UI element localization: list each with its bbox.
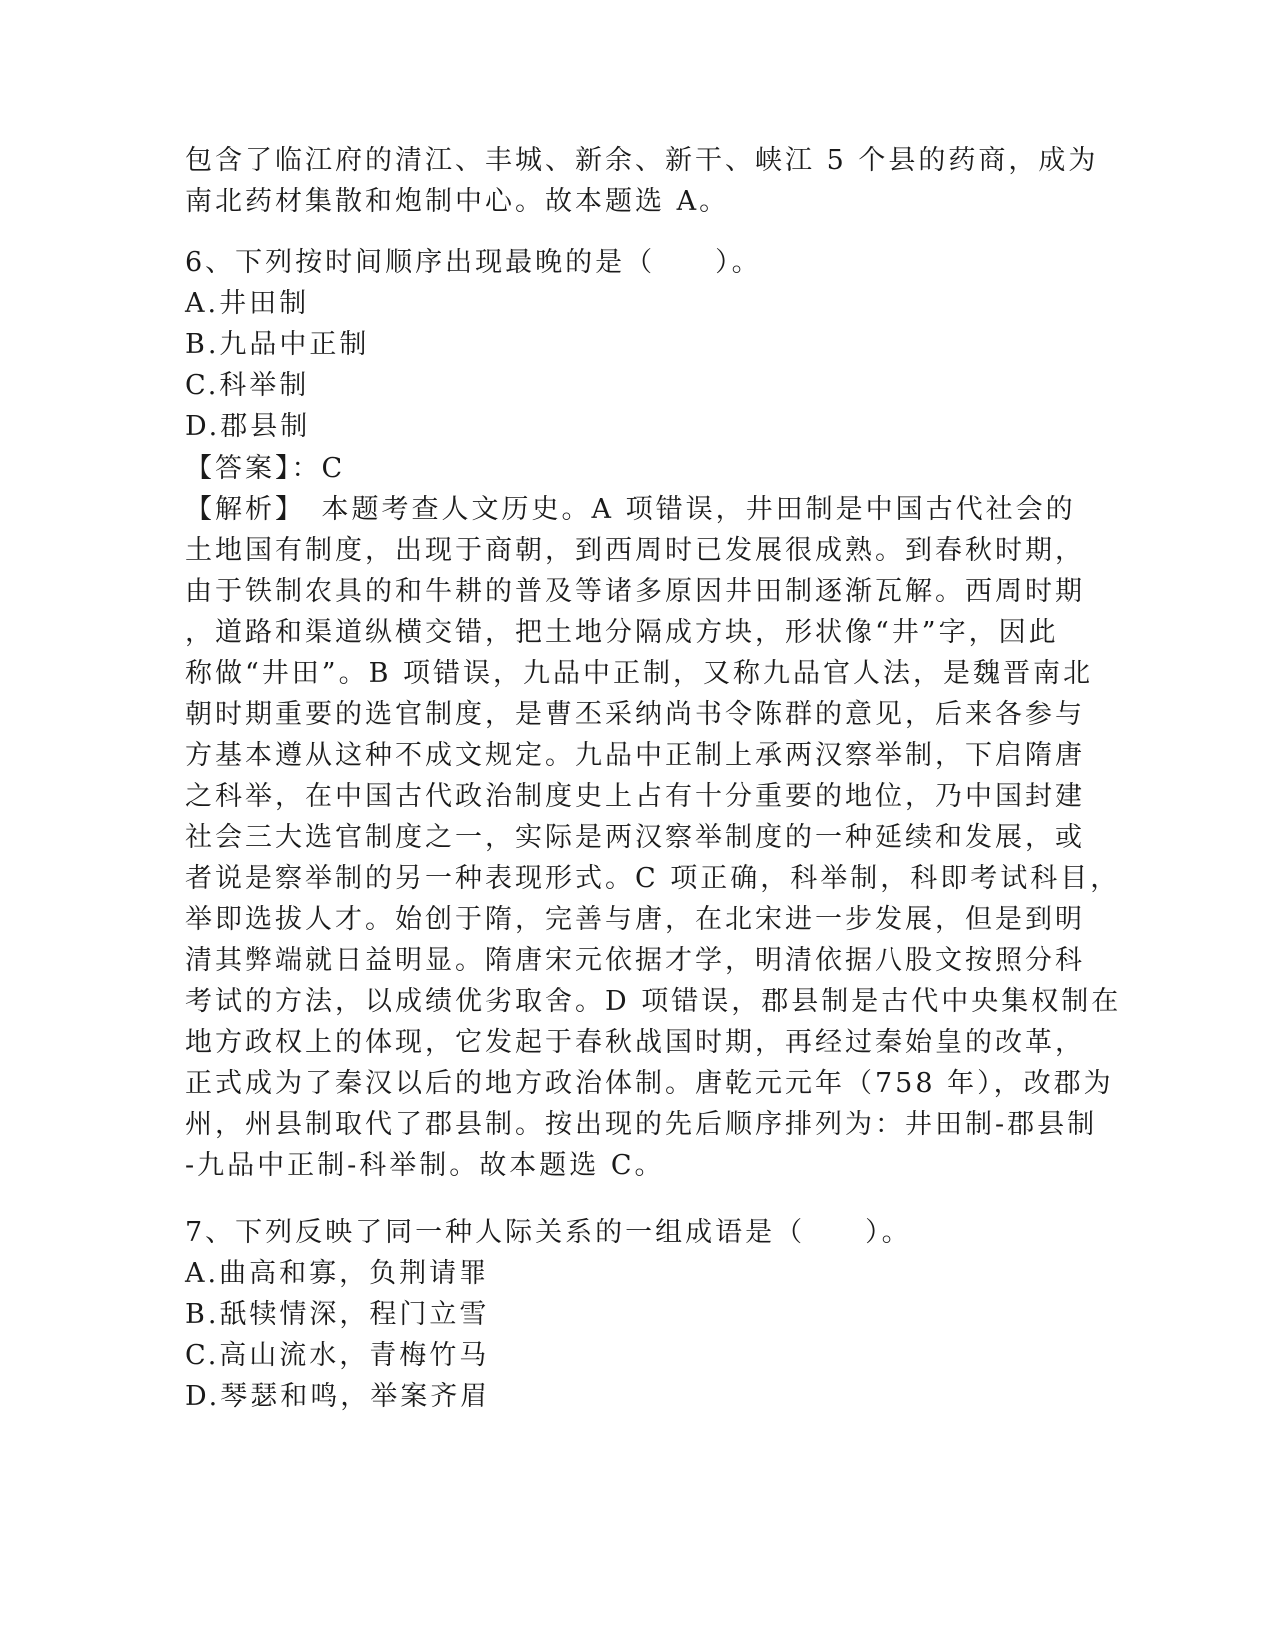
q6-analysis-line: 州，州县制取代了郡县制。按出现的先后顺序排列为：井田制-郡县制 — [185, 1109, 1098, 1140]
q6-analysis-line: 称做“井田”。B 项错误，九品中正制，又称九品官人法，是魏晋南北 — [185, 658, 1094, 689]
continuation-line: 南北药材集散和炮制中心。故本题选 A。 — [185, 186, 730, 217]
q6-option-b: B.九品中正制 — [185, 329, 370, 360]
q6-analysis-line: 社会三大选官制度之一，实际是两汉察举制度的一种延续和发展，或 — [185, 822, 1085, 853]
q7-option-c: C.高山流水，青梅竹马 — [185, 1340, 490, 1371]
q6-analysis-line: 者说是察举制的另一种表现形式。C 项正确，科举制，科即考试科目， — [185, 863, 1121, 894]
question-7-stem: 7、下列反映了同一种人际关系的一组成语是（ ）。 — [185, 1217, 912, 1248]
q6-option-c: C.科举制 — [185, 370, 310, 401]
q7-option-b: B.舐犊情深，程门立雪 — [185, 1299, 490, 1330]
q6-analysis-line: 朝时期重要的选官制度，是曹丕采纳尚书令陈群的意见，后来各参与 — [185, 699, 1085, 730]
q6-analysis-line: 【解析】 本题考查人文历史。A 项错误，井田制是中国古代社会的 — [185, 494, 1076, 525]
q6-analysis-line: 考试的方法，以成绩优劣取舍。D 项错误，郡县制是古代中央集权制在 — [185, 986, 1122, 1017]
q6-analysis-line: 土地国有制度，出现于商朝，到西周时已发展很成熟。到春秋时期， — [185, 535, 1085, 566]
q6-analysis-line: 地方政权上的体现，它发起于春秋战国时期，再经过秦始皇的改革， — [185, 1027, 1085, 1058]
q6-analysis-line: 由于铁制农具的和牛耕的普及等诸多原因井田制逐渐瓦解。西周时期 — [185, 576, 1085, 607]
q6-analysis-line: 方基本遵从这种不成文规定。九品中正制上承两汉察举制，下启隋唐 — [185, 740, 1085, 771]
q6-option-d: D.郡县制 — [185, 411, 311, 442]
q6-analysis-line: -九品中正制-科举制。故本题选 C。 — [185, 1150, 665, 1181]
continuation-line: 包含了临江府的清江、丰城、新余、新干、峡江 5 个县的药商，成为 — [185, 145, 1099, 176]
q6-answer: 【答案】：C — [185, 453, 346, 484]
q6-analysis-line: 举即选拔人才。始创于隋，完善与唐，在北宋进一步发展，但是到明 — [185, 904, 1085, 935]
q6-analysis-line: ，道路和渠道纵横交错，把土地分隔成方块，形状像“井”字，因此 — [185, 617, 1059, 648]
q6-option-a: A.井田制 — [185, 288, 310, 319]
question-6-stem: 6、下列按时间顺序出现最晚的是（ ）。 — [185, 247, 762, 278]
q7-option-a: A.曲高和寡，负荆请罪 — [185, 1258, 490, 1289]
q6-analysis-line: 清其弊端就日益明显。隋唐宋元依据才学，明清依据八股文按照分科 — [185, 945, 1085, 976]
q7-option-d: D.琴瑟和鸣，举案齐眉 — [185, 1381, 491, 1412]
q6-analysis-line: 正式成为了秦汉以后的地方政治体制。唐乾元元年（758 年），改郡为 — [185, 1068, 1114, 1099]
q6-analysis-line: 之科举，在中国古代政治制度史上占有十分重要的地位，乃中国封建 — [185, 781, 1085, 812]
